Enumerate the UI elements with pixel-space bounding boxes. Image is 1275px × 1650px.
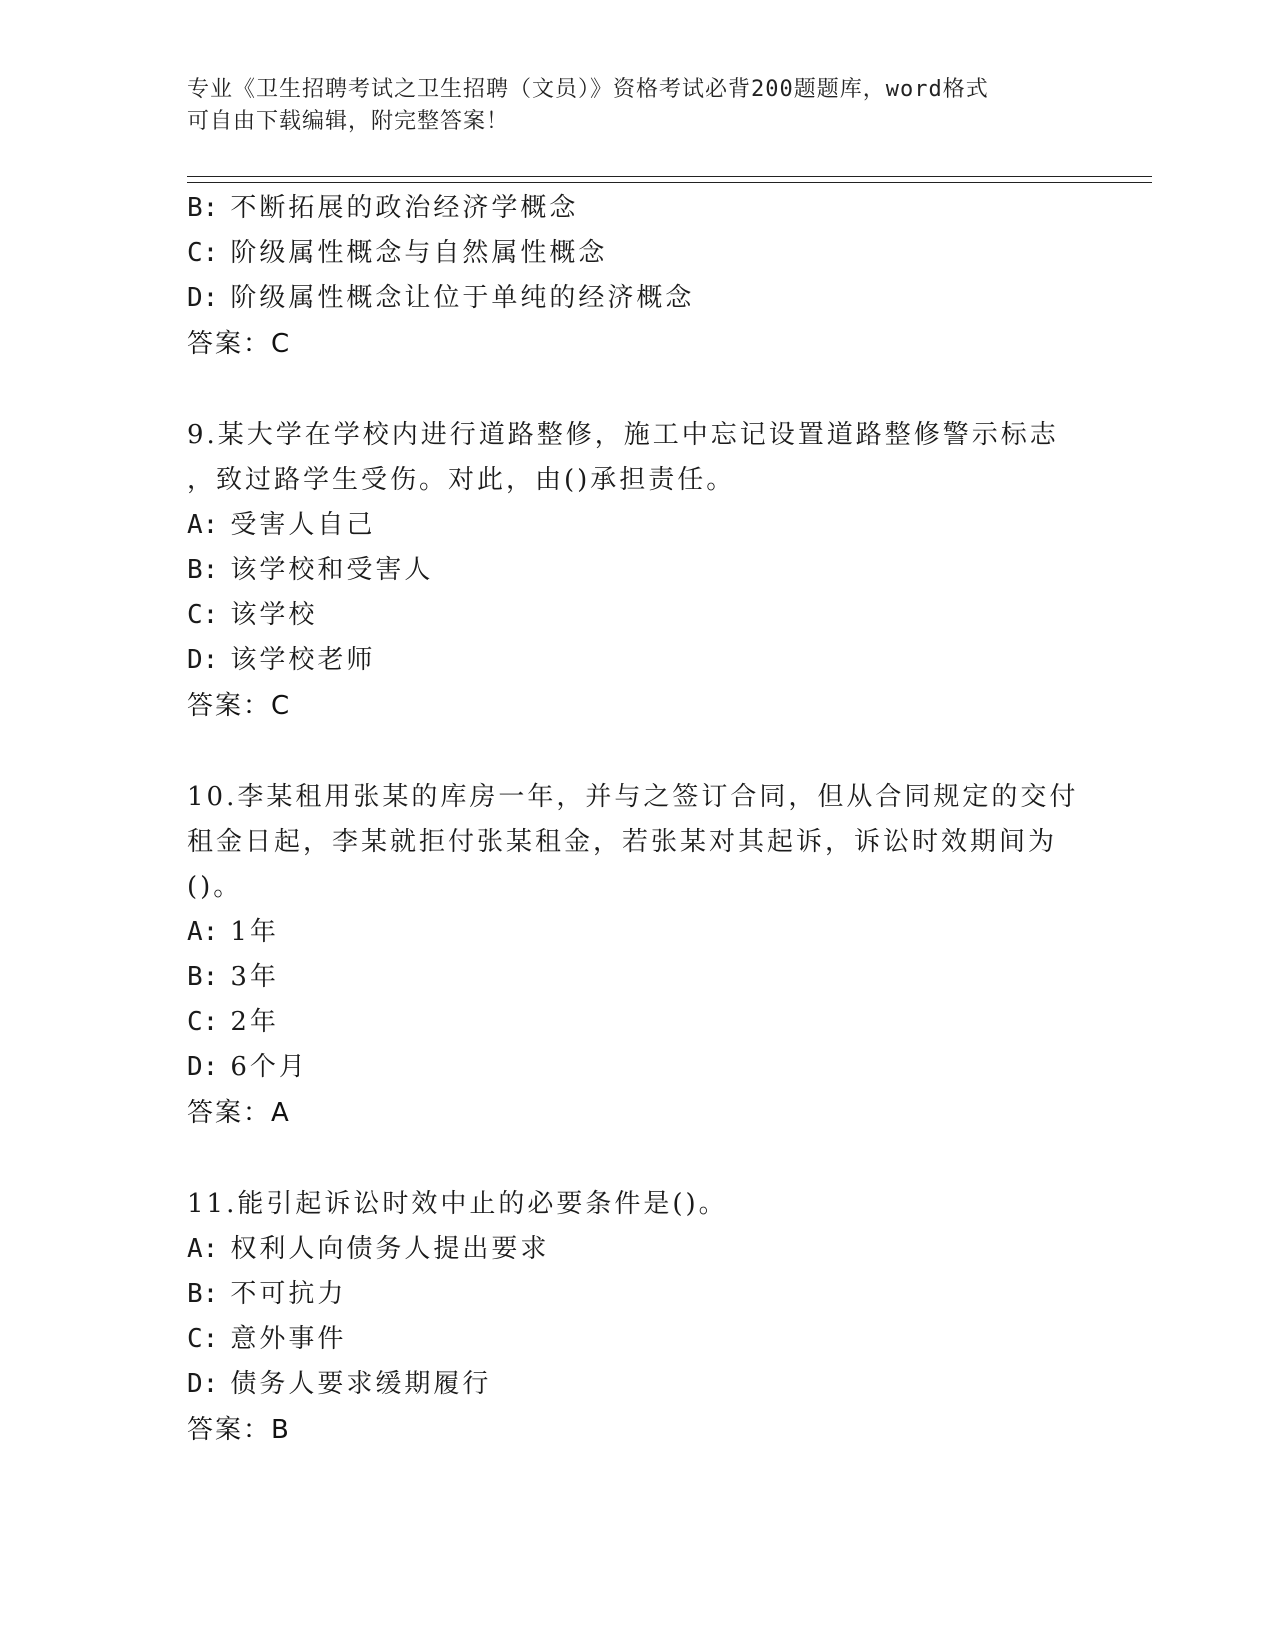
option-key: B: [187, 555, 219, 585]
q9-option-d [187, 643, 375, 677]
option-text: 不断拓展的政治经济学概念 [230, 193, 579, 223]
document-header [187, 74, 1067, 138]
q8-answer: 答案：C [187, 329, 292, 359]
q10-option-c [187, 1005, 279, 1039]
option-key: C: [187, 600, 219, 630]
q11-answer: 答案：B [187, 1415, 291, 1445]
header-divider-top [187, 176, 1152, 177]
q9-answer: 答案：C [187, 691, 292, 721]
option-text: 该学校和受害人 [230, 555, 434, 585]
option-text: 该学校老师 [230, 645, 376, 675]
option-key: B: [187, 193, 219, 223]
option-key: D: [187, 1369, 219, 1399]
q10-stem-line-1: 10.李某租用张某的库房一年，并与之签订合同，但从合同规定的交付 [187, 782, 1079, 812]
q9-stem-line-2: ，致过路学生受伤。对此，由()承担责任。 [187, 465, 736, 495]
header-line-1: 专业《卫生招聘考试之卫生招聘（文员）》资格考试必背200题题库，word格式 [187, 77, 989, 102]
option-key: B: [187, 1279, 219, 1309]
q11-option-b [187, 1277, 346, 1311]
q9-option-c [187, 598, 317, 632]
q11-option-d [187, 1367, 491, 1401]
q10-option-d [187, 1050, 308, 1084]
option-text: 1年 [230, 917, 279, 947]
option-text: 该学校 [230, 600, 318, 630]
q8-option-b [187, 191, 578, 225]
q10-option-b [187, 960, 279, 994]
option-text: 6个月 [230, 1052, 308, 1082]
option-text: 3年 [230, 962, 279, 992]
q11-option-c [187, 1322, 346, 1356]
q11-stem-line-1: 11.能引起诉讼时效中止的必要条件是()。 [187, 1189, 728, 1219]
q10-stem-line-2: 租金日起，李某就拒付张某租金，若张某对其起诉，诉讼时效期间为 [187, 827, 1058, 857]
q8-option-c [187, 236, 607, 270]
option-key: B: [187, 962, 219, 992]
option-key: A: [187, 510, 219, 540]
option-text: 阶级属性概念与自然属性概念 [230, 238, 608, 268]
option-key: D: [187, 283, 219, 313]
option-text: 不可抗力 [230, 1279, 347, 1309]
option-key: C: [187, 1324, 219, 1354]
option-text: 意外事件 [230, 1324, 347, 1354]
q9-option-b [187, 553, 433, 587]
option-text: 2年 [230, 1007, 279, 1037]
option-key: D: [187, 1052, 219, 1082]
option-text: 权利人向债务人提出要求 [230, 1234, 550, 1264]
q11-option-a [187, 1232, 549, 1266]
option-key: C: [187, 238, 219, 268]
q10-stem-line-3: ()。 [187, 872, 243, 902]
option-key: D: [187, 645, 219, 675]
q9-option-a [187, 508, 375, 542]
header-divider-bottom [187, 182, 1152, 183]
option-text: 债务人要求缓期履行 [230, 1369, 492, 1399]
q10-answer: 答案：A [187, 1098, 291, 1128]
option-key: A: [187, 1234, 219, 1264]
header-line-2: 可自由下载编辑，附完整答案！ [187, 109, 510, 134]
option-key: C: [187, 1007, 219, 1037]
q10-option-a [187, 915, 279, 949]
q9-stem-line-1: 9.某大学在学校内进行道路整修，施工中忘记设置道路整修警示标志 [187, 420, 1059, 450]
option-key: A: [187, 917, 219, 947]
q8-option-d [187, 281, 694, 315]
option-text: 受害人自己 [230, 510, 376, 540]
option-text: 阶级属性概念让位于单纯的经济概念 [230, 283, 695, 313]
